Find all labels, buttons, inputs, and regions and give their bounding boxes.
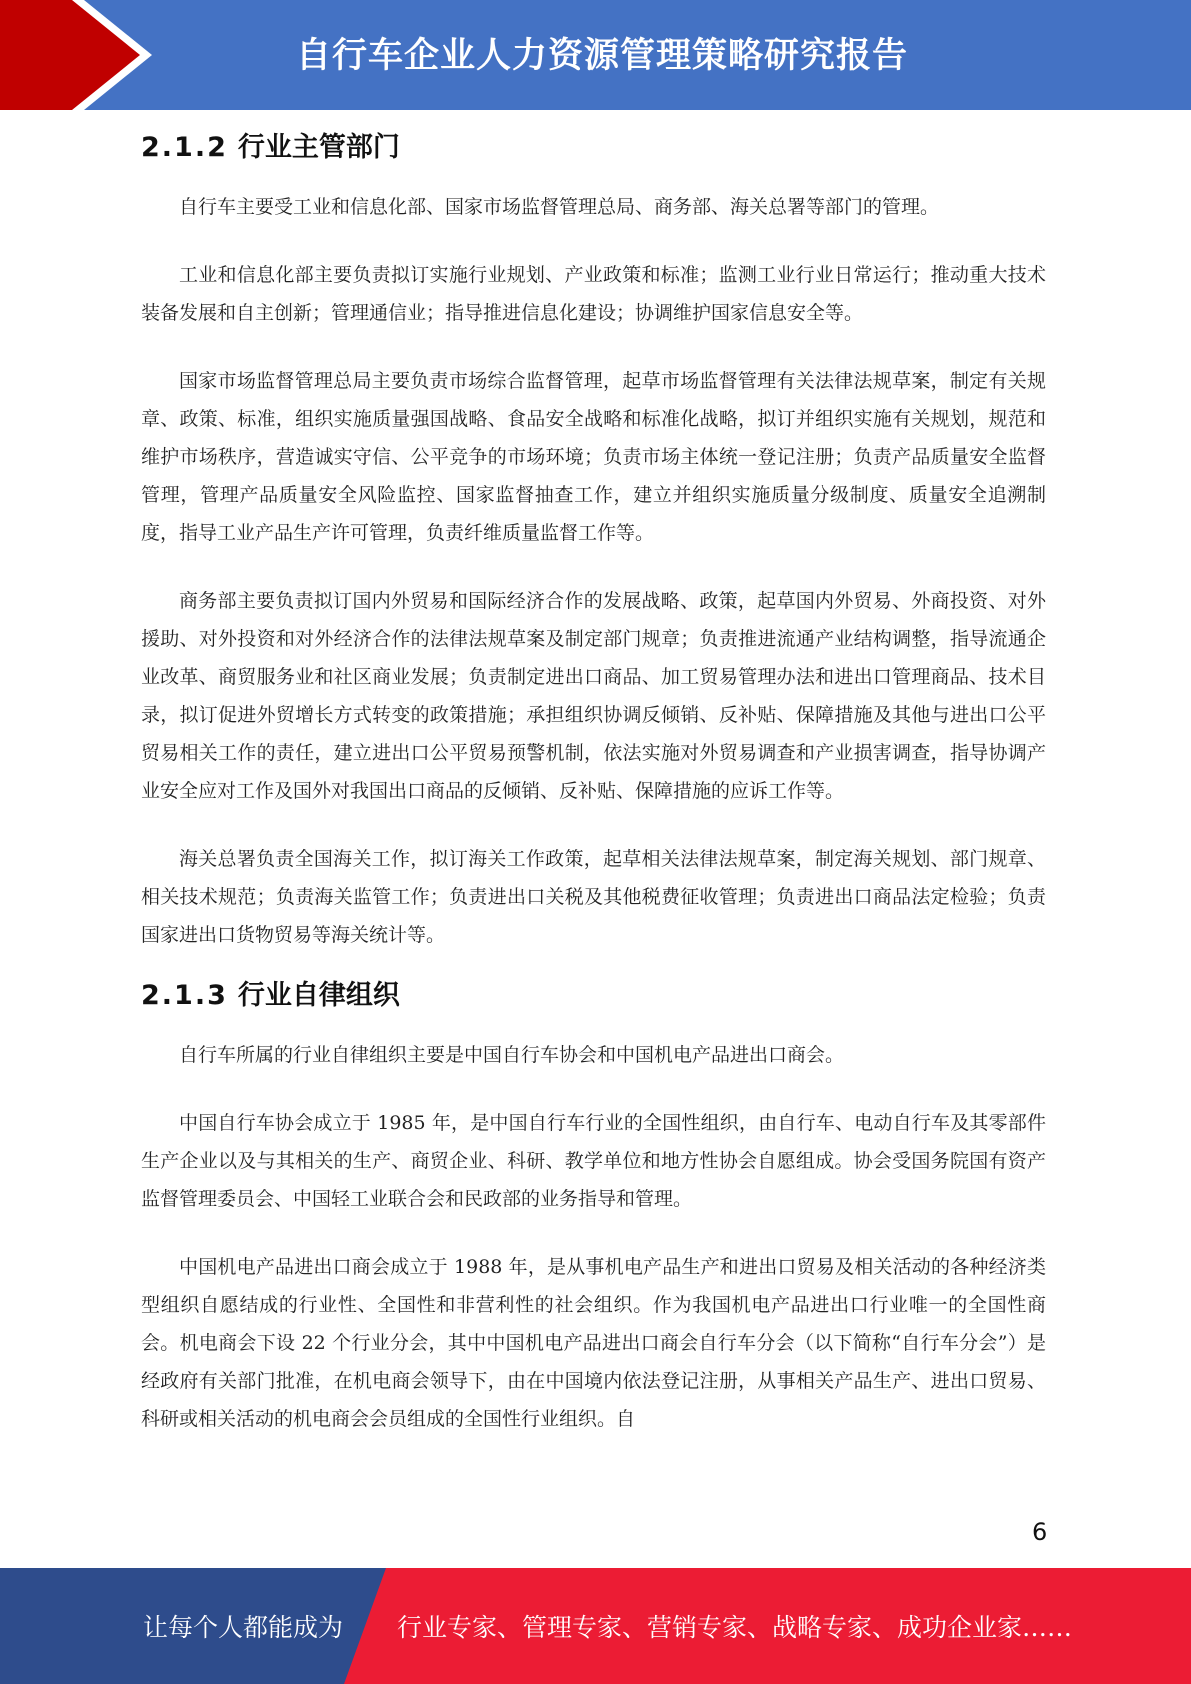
header-chevron-arrow xyxy=(0,0,140,110)
section-heading-2-1-2 xyxy=(141,128,1046,168)
paragraph: 国家市场监督管理总局主要负责市场综合监督管理，起草市场监督管理有关法律法规草案，制定有关规章、政策、标准，组织实施质量强国战略、食品安全战略和标准化战略，拟订并组织实施有关规划，规范和维护市场秩序，营造诚实守信、公平竞争的市场环境；负责市场主体统一登记注册；负责产品质量安全监督管理，管理产品质量安全风险监控、国家监督抽查工作，建立并组织实施质量分级制度、质量安全追溯制度，指导工业产品生产许可管理，负责纤维质量监督工作等。 xyxy=(141,370,1046,544)
page-content xyxy=(141,128,1046,1438)
footer-slogan-right: 行业专家、管理专家、营销专家、战略专家、成功企业家…… xyxy=(397,1613,1073,1642)
footer-banner xyxy=(0,1568,1191,1684)
paragraph: 海关总署负责全国海关工作，拟订海关工作政策，起草相关法律法规草案，制定海关规划、部门规章、相关技术规范；负责海关监管工作；负责进出口关税及其他税费征收管理；负责进出口商品法定检验；负责国家进出口货物贸易等海关统计等。 xyxy=(141,848,1046,946)
paragraph: 商务部主要负责拟订国内外贸易和国际经济合作的发展战略、政策，起草国内外贸易、外商投资、对外援助、对外投资和对外经济合作的法律法规草案及制定部门规章；负责推进流通产业结构调整，指导流通企业改革、商贸服务业和社区商业发展；负责制定进出口商品、加工贸易管理办法和进出口管理商品、技术目录，拟订促进外贸增长方式转变的政策措施；承担组织协调反倾销、反补贴、保障措施及其他与进出口公平贸易相关工作的责任，建立进出口公平贸易预警机制，依法实施对外贸易调查和产业损害调查，指导协调产业安全应对工作及国外对我国出口商品的反倾销、反补贴、保障措施的应诉工作等。 xyxy=(141,590,1046,802)
page-number: 6 xyxy=(1032,1518,1048,1546)
paragraph: 自行车主要受工业和信息化部、国家市场监督管理总局、商务部、海关总署等部门的管理。 xyxy=(179,196,940,218)
footer-slogan-left: 让每个人都能成为 xyxy=(143,1613,344,1642)
section-title: 行业主管部门 xyxy=(237,132,400,163)
section-title: 行业自律组织 xyxy=(237,980,400,1011)
report-title: 自行车企业人力资源管理策略研究报告 xyxy=(296,36,909,76)
paragraph: 工业和信息化部主要负责拟订实施行业规划、产业政策和标准；监测工业行业日常运行；推动重大技术装备发展和自主创新；管理通信业；指导推进信息化建设；协调维护国家信息安全等。 xyxy=(141,264,1046,324)
paragraph: 中国机电产品进出口商会成立于 1988 年，是从事机电产品生产和进出口贸易及相关活动的各种经济类型组织自愿结成的行业性、全国性和非营利性的社会组织。作为我国机电产品进出口行业唯一的全国性商会。机电商会下设 22 个行业分会，其中中国机电产品进出口商会自行车分会（以下简称“自行车分会”）是经政府有关部门批准，在机电商会领导下，由在中国境内依法登记注册，从事相关产品生产、进出口贸易、科研或相关活动的机电商会会员组成的全国性行业组织。自 xyxy=(141,1256,1046,1430)
section-heading-2-1-3 xyxy=(141,976,1046,1016)
section-number: 2.1.3 xyxy=(141,980,228,1011)
header-banner xyxy=(0,0,1191,110)
paragraph: 自行车所属的行业自律组织主要是中国自行车协会和中国机电产品进出口商会。 xyxy=(179,1044,845,1066)
section-number: 2.1.2 xyxy=(141,132,228,163)
paragraph: 中国自行车协会成立于 1985 年，是中国自行车行业的全国性组织，由自行车、电动自行车及其零部件生产企业以及与其相关的生产、商贸企业、科研、教学单位和地方性协会自愿组成。协会受国务院国有资产监督管理委员会、中国轻工业联合会和民政部的业务指导和管理。 xyxy=(141,1112,1046,1210)
